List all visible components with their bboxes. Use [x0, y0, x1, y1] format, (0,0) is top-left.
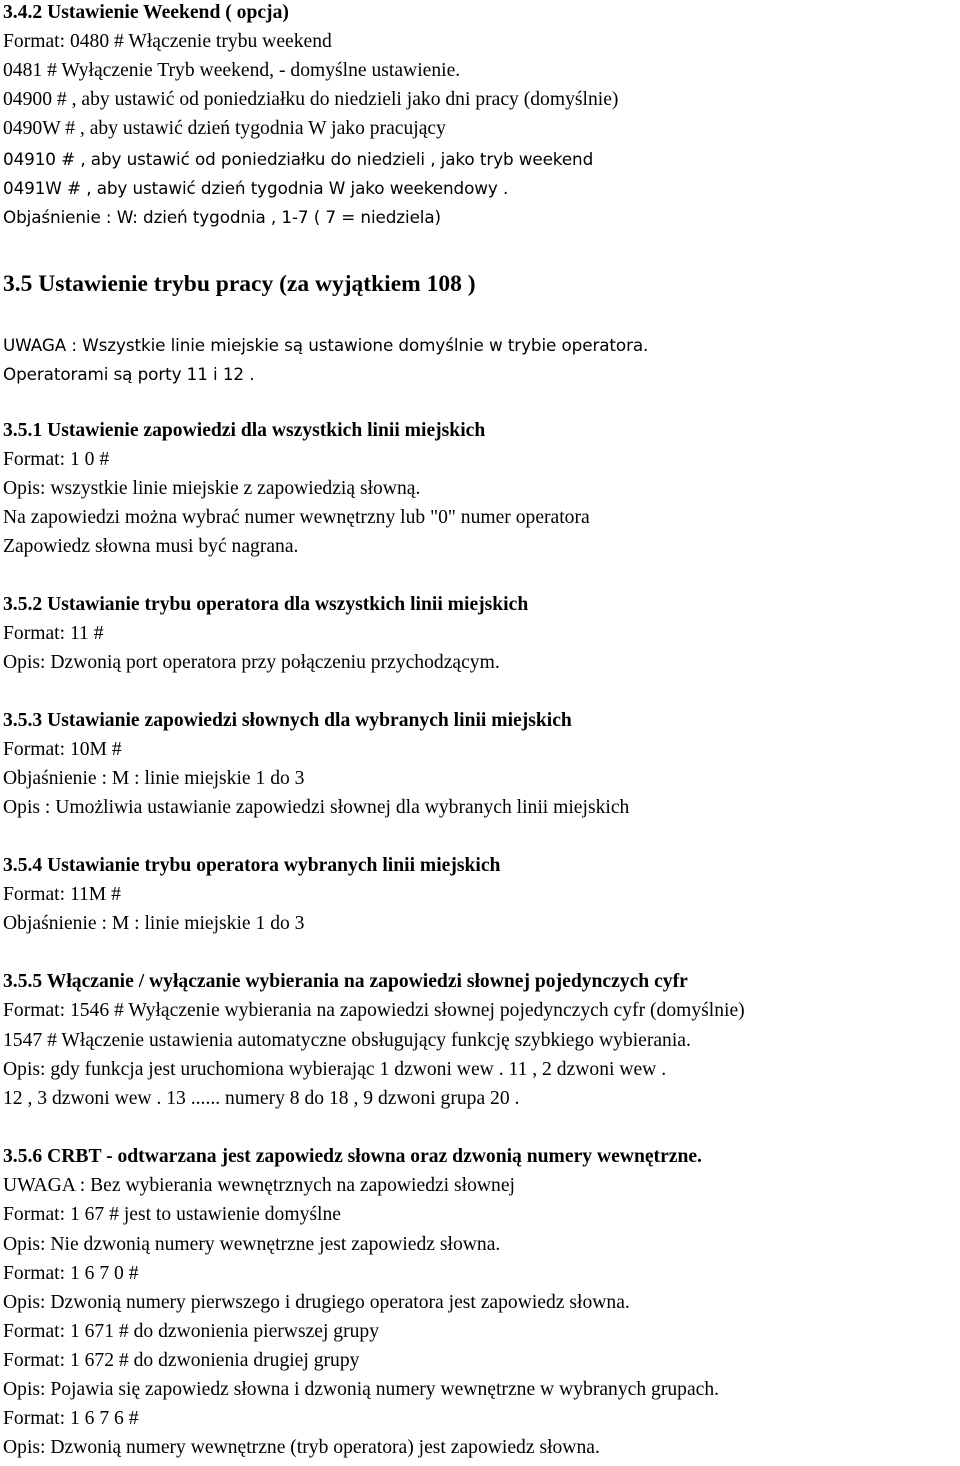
explanation-line: Objaśnienie : M : linie miejskie 1 do 3: [3, 768, 305, 789]
text-line: Na zapowiedzi można wybrać numer wewnętrzny lub "0" numer operatora: [3, 507, 590, 528]
format-line: Format: 1546 # Wyłączenie wybierania na zapowiedzi słownej pojedynczych cyfr (domyślnie): [3, 1000, 745, 1021]
format-line: Format: 1 6 7 0 #: [3, 1263, 139, 1284]
description-line: Opis: Dzwonią numery wewnętrzne (tryb operatora) jest zapowiedz słowna.: [3, 1437, 600, 1458]
format-line: Format: 1 0 #: [3, 449, 110, 470]
description-line: Opis : Umożliwia ustawianie zapowiedzi słownej dla wybranych linii miejskich: [3, 797, 630, 818]
warning-line: UWAGA : Bez wybierania wewnętrznych na zapowiedzi słownej: [3, 1175, 515, 1196]
text-line: 0481 # Wyłączenie Tryb weekend, - domyślne ustawienie.: [3, 60, 461, 81]
section-heading-3-5-2: 3.5.2 Ustawianie trybu operatora dla wszystkich linii miejskich: [3, 594, 529, 615]
format-line: Format: 11 #: [3, 623, 104, 644]
description-line: Opis: gdy funkcja jest uruchomiona wybierając 1 dzwoni wew . 11 , 2 dzwoni wew .: [3, 1059, 667, 1080]
text-line: 04910 # , aby ustawić od poniedziałku do niedzieli , jako tryb weekend: [3, 149, 594, 169]
format-line: Format: 1 6 7 6 #: [3, 1408, 139, 1429]
description-line: Opis: Dzwonią port operatora przy połączeniu przychodzącym.: [3, 652, 500, 673]
text-line: 0490W # , aby ustawić dzień tygodnia W jako pracujący: [3, 118, 446, 139]
format-line: Format: 11M #: [3, 884, 121, 905]
section-heading-3-4-2: 3.4.2 Ustawienie Weekend ( opcja): [3, 2, 289, 23]
description-line: Opis: wszystkie linie miejskie z zapowiedzią słowną.: [3, 478, 421, 499]
format-line: Format: 1 672 # do dzwonienia drugiej grupy: [3, 1350, 360, 1371]
format-line: Format: 1 671 # do dzwonienia pierwszej grupy: [3, 1321, 380, 1342]
text-line: 0491W # , aby ustawić dzień tygodnia W jako weekendowy .: [3, 178, 509, 198]
text-line: 1547 # Włączenie ustawienia automatyczne obsługujący funkcję szybkiego wybierania.: [3, 1030, 691, 1051]
section-heading-3-5-4: 3.5.4 Ustawianie trybu operatora wybranych linii miejskich: [3, 855, 501, 876]
section-heading-3-5-1: 3.5.1 Ustawienie zapowiedzi dla wszystkich linii miejskich: [3, 420, 486, 441]
description-line: Opis: Nie dzwonią numery wewnętrzne jest zapowiedz słowna.: [3, 1234, 501, 1255]
text-line: Operatorami są porty 11 i 12 .: [3, 364, 255, 384]
explanation-line: Objaśnienie : M : linie miejskie 1 do 3: [3, 913, 305, 934]
description-line: Opis: Dzwonią numery pierwszego i drugiego operatora jest zapowiedz słowna.: [3, 1292, 630, 1313]
warning-line: UWAGA : Wszystkie linie miejskie są ustawione domyślnie w trybie operatora.: [3, 335, 649, 355]
section-heading-3-5: 3.5 Ustawienie trybu pracy (za wyjątkiem 108 ): [3, 271, 476, 297]
format-line: Format: 1 67 # jest to ustawienie domyślne: [3, 1204, 341, 1225]
text-line: 04900 # , aby ustawić od poniedziałku do niedzieli jako dni pracy (domyślnie): [3, 89, 619, 110]
section-heading-3-5-6: 3.5.6 CRBT - odtwarzana jest zapowiedz słowna oraz dzwonią numery wewnętrzne.: [3, 1146, 702, 1167]
description-line: Opis: Pojawia się zapowiedz słowna i dzwonią numery wewnętrzne w wybranych grupach.: [3, 1379, 720, 1400]
format-line: Format: 10M #: [3, 739, 122, 760]
section-heading-3-5-3: 3.5.3 Ustawianie zapowiedzi słownych dla wybranych linii miejskich: [3, 710, 572, 731]
format-line: Format: 0480 # Włączenie trybu weekend: [3, 31, 332, 52]
text-line: Zapowiedz słowna musi być nagrana.: [3, 536, 299, 557]
text-line: 12 , 3 dzwoni wew . 13 ...... numery 8 do 18 , 9 dzwoni grupa 20 .: [3, 1088, 520, 1109]
section-heading-3-5-5: 3.5.5 Włączanie / wyłączanie wybierania na zapowiedzi słownej pojedynczych cyfr: [3, 971, 688, 992]
explanation-line: Objaśnienie : W: dzień tygodnia , 1-7 ( 7 = niedziela): [3, 207, 441, 227]
